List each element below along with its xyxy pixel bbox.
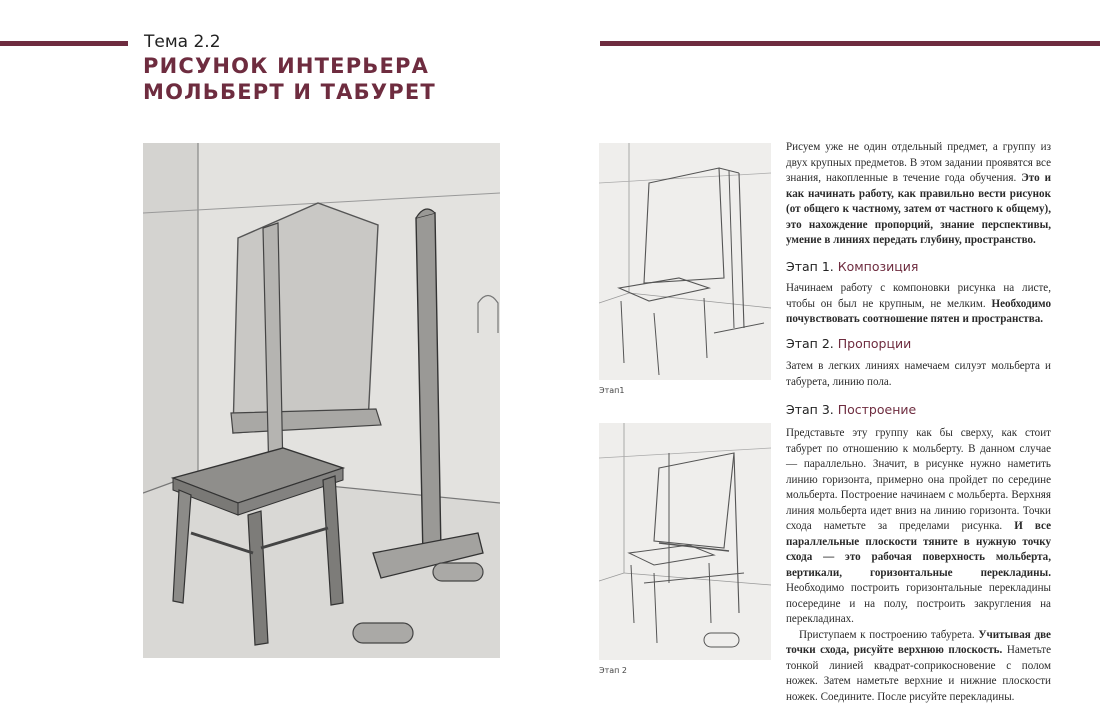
stage3-name: Построение [837, 402, 917, 417]
stage1-name: Композиция [837, 259, 919, 274]
stage2-text: Затем в легких линиях намечаем силуэт мольберта и табурета, линию пола. [786, 360, 1051, 388]
stage3-bold-text: И все параллельные плоскости тяните в нужную точку схода — это рабочая поверхность мольберта, вертикали, горизонтальные перекладины. [786, 520, 1052, 579]
stage1-drawing [599, 143, 771, 380]
stage3-heading [786, 402, 916, 417]
topic-label: Тема 2.2 [144, 32, 221, 52]
page-title-line-2: МОЛЬБЕРТ И ТАБУРЕТ [143, 80, 436, 104]
header-rule-right [600, 41, 1100, 46]
stage2-prefix: Этап 2. [786, 336, 834, 351]
header-rule-left [0, 41, 128, 46]
stage1-bold-text: Необходимо почувствовать соотношение пятен и пространства. [786, 297, 1051, 325]
main-drawing [143, 143, 500, 658]
stage3-paragraph [786, 426, 1051, 705]
intro-text: Рисуем уже не один отдельный предмет, а группу из двух крупных предметов. В этом задании проявятся все знания, накопленные в течение года обучения. [786, 141, 1051, 184]
stage1-prefix: Этап 1. [786, 259, 834, 274]
stage2-paragraph [786, 359, 1051, 390]
stool-text: Приступаем к построению табурета. [799, 628, 979, 641]
stage3-text-tail: Необходимо построить горизонтальные перекладины посередине и на полу, построить закругления на перекладинах. [786, 582, 1051, 625]
stage1-caption: Этап1 [599, 386, 625, 395]
page-title-line-1: РИСУНОК ИНТЕРЬЕРА [143, 54, 430, 78]
intro-bold-text: Это и как начинать работу, как правильно вести рисунок (от общего к частному, затем от частного к общему), это нахождение пропорций, знание перспективы, умение в линиях передать глубину, пространство. [786, 172, 1051, 246]
stool-text-tail: Наметьте тонкой линией квадрат-соприкосновение с полом ножек. Затем наметьте верхние и нижние плоскости ножек. Соедините. После рисуйте перекладины. [786, 644, 1051, 703]
stage2-heading [786, 336, 911, 351]
stage2-caption: Этап 2 [599, 666, 628, 675]
stage3-text: Представьте эту группу как бы сверху, как стоит табурет по отношению к мольберту. В данном случае — параллельно. Значит, в рисунке нужно наметить линию горизонта, примерно она пройдет по середине мольберта. Построение начинаем с мольберта. Верхняя линия мольберта идет вниз на линию горизонта. Точки схода наметьте за пределами рисунка. [786, 427, 1051, 532]
stage1-paragraph [786, 281, 1051, 328]
stage1-heading [786, 259, 918, 274]
stage2-drawing [599, 423, 771, 660]
stage2-name: Пропорции [837, 336, 912, 351]
stool-bold-text: Учитывая две точки схода, рисуйте верхнюю плоскость. [786, 628, 1051, 656]
stage3-prefix: Этап 3. [786, 402, 834, 417]
stage1-text: Начинаем работу с компоновки рисунка на листе, чтобы он был не крупным, не мелким. [786, 282, 1051, 310]
intro-paragraph [786, 140, 1051, 249]
